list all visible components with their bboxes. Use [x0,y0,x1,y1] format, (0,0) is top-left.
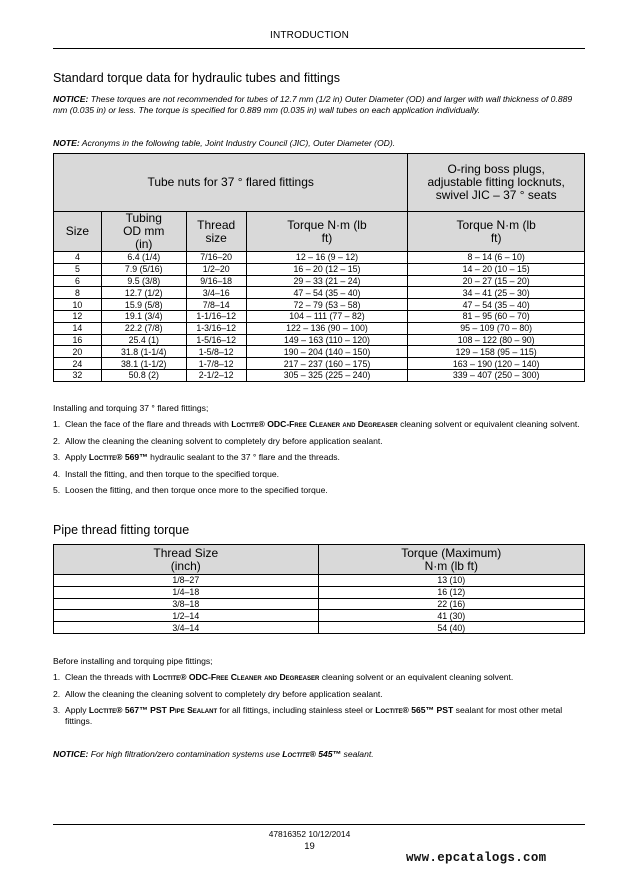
table-cell: 149 – 163 (110 – 120) [246,334,408,346]
table-cell: 16 [54,334,102,346]
table-cell: 122 – 136 (90 – 100) [246,322,408,334]
notice-product: Loctite® 545™ [282,749,342,759]
table-cell: 38.1 (1-1/2) [101,358,186,370]
table-cell: 3/8–18 [54,598,319,610]
table-row [54,287,585,299]
table-cell: 22 (16) [318,598,584,610]
install-steps-list [53,419,585,502]
list-item [53,672,585,683]
table-cell: 104 – 111 (77 – 82) [246,310,408,322]
table-cell: 15.9 (5/8) [101,299,186,311]
list-item [53,469,585,480]
table-row [54,622,585,634]
table-cell: 24 [54,358,102,370]
table-cell: 54 (40) [318,622,584,634]
step-number: 1. [53,419,61,429]
list-item [53,419,585,430]
watermark-url: www.epcatalogs.com [406,851,547,865]
table-cell: 1/8–27 [54,575,319,587]
table-cell: 163 – 190 (120 – 140) [408,358,585,370]
column-header: Torque N·m (lb ft) [408,212,585,252]
step-text: for all fittings, including stainless steel or [217,705,376,716]
table-cell: 6 [54,275,102,287]
list-item [53,452,585,463]
column-header: Size [54,212,102,252]
list-item [53,689,585,700]
table-cell: 1-3/16–12 [186,322,246,334]
table-row [54,299,585,311]
table-cell: 1-5/8–12 [186,346,246,358]
notice-end: sealant. [341,749,374,759]
table-cell: 1/4–18 [54,586,319,598]
step-text: sealant for most other metal fittings. [65,705,563,726]
step-text: Loctite® ODC-Free Cleaner and Degreaser [152,672,320,682]
step-text: Clean the threads with [65,672,153,682]
table-row [54,263,585,275]
note-paragraph [53,138,585,149]
pipe-steps-list [53,672,585,732]
table-cell: 9/16–18 [186,275,246,287]
page-number: 19 [304,841,315,852]
step-text: cleaning solvent or an equivalent cleaning solvent. [319,672,514,682]
table-cell: 72 – 79 (53 – 58) [246,299,408,311]
column-header: Torque (Maximum) N·m (lb ft) [318,545,584,575]
table-cell: 16 – 20 (12 – 15) [246,263,408,275]
table-cell: 50.8 (2) [101,369,186,381]
list-item [53,436,585,447]
notice-label-2: NOTICE: [53,749,89,759]
table-cell: 95 – 109 (70 – 80) [408,322,585,334]
table-cell: 8 [54,287,102,299]
step-text: Allow the cleaning the cleaning solvent to completely dry before application sealant. [65,688,383,699]
table-cell: 32 [54,369,102,381]
pipe-thread-table [53,544,585,634]
table-cell: 4 [54,252,102,264]
table-cell: 16 (12) [318,586,584,598]
flared-fittings-table [53,153,585,382]
table-row [54,598,585,610]
column-header: Torque N·m (lb ft) [246,212,408,252]
table-row [54,369,585,381]
table-cell: 217 – 237 (160 – 175) [246,358,408,370]
step-text: Loctite® ODC-Free Cleaner and Degreaser [231,419,398,429]
table-cell: 34 – 41 (25 – 30) [408,287,585,299]
table-cell: 31.8 (1-1/4) [101,346,186,358]
table-row [54,275,585,287]
table-cell: 190 – 204 (140 – 150) [246,346,408,358]
install-intro: Installing and torquing 37 ° flared fittings; [53,403,209,413]
note-label: NOTE: [53,138,80,148]
step-number: 2. [53,435,61,446]
step-text: cleaning solvent or equivalent cleaning solvent. [397,419,580,429]
notice-text-2: For high filtration/zero contamination systems use [88,749,283,759]
step-text: Install the fitting, and then torque to the specified torque. [65,468,280,479]
table-cell: 305 – 325 (225 – 240) [246,369,408,381]
table-cell: 1-1/16–12 [186,310,246,322]
table-cell: 81 – 95 (60 – 70) [408,310,585,322]
table-cell: 47 – 54 (35 – 40) [246,287,408,299]
table-cell: 12 [54,310,102,322]
table-cell: 1-5/16–12 [186,334,246,346]
table-cell: 14 – 20 (10 – 15) [408,263,585,275]
table-cell: 12.7 (1/2) [101,287,186,299]
table-cell: 5 [54,263,102,275]
table-cell: 2-1/2–12 [186,369,246,381]
step-number: 5. [53,485,61,496]
step-text: Clean the face of the flare and threads with [65,419,232,429]
column-header: Thread size [186,212,246,252]
footer-rule [53,824,585,825]
step-text: Loctite® 567™ PST Pipe Sealant [88,705,218,716]
table-row [54,575,585,587]
table-row [54,310,585,322]
step-text: Loctite® 569™ [88,452,148,463]
step-number: 3. [53,705,61,716]
table-row [54,252,585,264]
table-cell: 1-7/8–12 [186,358,246,370]
table-cell: 1/2–14 [54,610,319,622]
notice-label: NOTICE: [53,94,89,104]
pipe-intro: Before installing and torquing pipe fittings; [53,656,213,666]
step-number: 1. [53,672,61,682]
step-text: Loctite® 565™ PST [375,705,454,716]
step-text: hydraulic sealant to the 37 ° flare and the threads. [147,452,340,463]
notice-paragraph-2 [53,749,585,760]
table-cell: 9.5 (3/8) [101,275,186,287]
table-cell: 8 – 14 (6 – 10) [408,252,585,264]
note-text: Acronyms in the following table, Joint Industry Council (JIC), Outer Diameter (OD). [79,138,396,148]
table-cell: 7/8–14 [186,299,246,311]
table-cell: 10 [54,299,102,311]
step-text: Allow the cleaning the cleaning solvent to completely dry before application sealant. [65,435,383,446]
table-cell: 7/16–20 [186,252,246,264]
step-number: 2. [53,688,61,699]
table-cell: 20 [54,346,102,358]
column-header: Thread Size (inch) [54,545,319,575]
page-header: INTRODUCTION [269,30,350,41]
group-header-left: Tube nuts for 37 ° flared fittings [54,154,408,212]
group-header-right: O-ring boss plugs, adjustable fitting locknuts, swivel JIC – 37 ° seats [408,154,585,212]
step-number: 3. [53,452,61,463]
table-cell: 29 – 33 (21 – 24) [246,275,408,287]
list-item [53,705,585,726]
table-cell: 7.9 (5/16) [101,263,186,275]
table-cell: 108 – 122 (80 – 90) [408,334,585,346]
notice-paragraph [53,94,585,115]
table-cell: 3/4–16 [186,287,246,299]
step-text: Loosen the fitting, and then torque once more to the specified torque. [65,485,328,496]
table-row [54,334,585,346]
table-row [54,322,585,334]
table-cell: 339 – 407 (250 – 300) [408,369,585,381]
table-cell: 25.4 (1) [101,334,186,346]
table-row [54,358,585,370]
document-id: 47816352 10/12/2014 [268,829,351,839]
step-text: Apply [65,705,89,716]
table-cell: 1/2–20 [186,263,246,275]
table-cell: 13 (10) [318,575,584,587]
step-number: 4. [53,468,61,479]
table-cell: 19.1 (3/4) [101,310,186,322]
table-cell: 12 – 16 (9 – 12) [246,252,408,264]
section-heading-torque: Standard torque data for hydraulic tubes and fittings [53,71,340,85]
table-cell: 6.4 (1/4) [101,252,186,264]
step-text: Apply [65,452,89,463]
table-row [54,586,585,598]
notice-text: These torques are not recommended for tubes of 12.7 mm (1/2 in) Outer Diameter (OD) and larger with wall thickness of 0.889 mm (0.035 in) or less. The torque is specified for 0.889 mm (0.035 in) wall tubes on each application individually. [53,94,573,115]
column-header: Tubing OD mm (in) [101,212,186,252]
list-item [53,485,585,496]
table-cell: 3/4–14 [54,622,319,634]
table-cell: 41 (30) [318,610,584,622]
table-row [54,346,585,358]
table-cell: 14 [54,322,102,334]
table-cell: 47 – 54 (35 – 40) [408,299,585,311]
section-heading-pipe: Pipe thread fitting torque [53,523,190,537]
table-cell: 20 – 27 (15 – 20) [408,275,585,287]
table-cell: 22.2 (7/8) [101,322,186,334]
table-row [54,610,585,622]
header-rule [53,48,585,49]
table-cell: 129 – 158 (95 – 115) [408,346,585,358]
